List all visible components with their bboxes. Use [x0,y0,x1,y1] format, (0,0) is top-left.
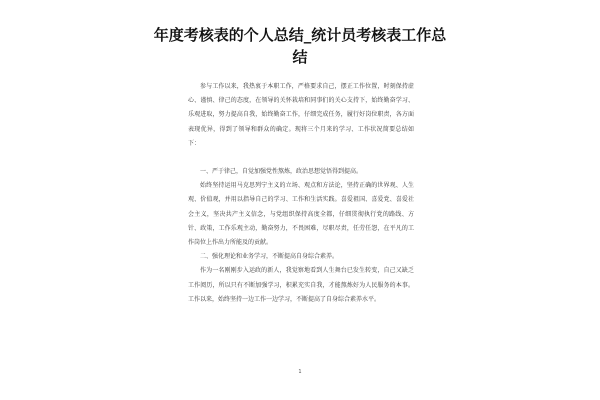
document-title: 年度考核表的个人总结_统计员考核表工作总结 [153,26,447,66]
paragraph-section-2: 作为一名刚刚步入运政的新人，我觉察地看到人生舞台已发生转变，自己又缺乏工作阅历，所以只有不断加强学习，积累充实自我，才能熬炼好为人民服务的本事。工作以来，始终坚持一边工作一边学习，不断提高了自身综合素养水平。 [188,267,414,303]
document-body [188,80,414,307]
section-heading-1: 一、严于律己，自觉加强党性熬炼，政治思想觉悟得到提高。 [200,168,363,176]
page-number: 1 [298,369,302,375]
paragraph-intro: 参与工作以来，我热衷于本职工作，严格要求自己，摆正工作位置，时刻保持虚心、谨慎、律己的态度，在领导的关怀栽培和同事们的关心支持下，始终勤奋学习、乐观进取，努力提高自我，始终勤奋工作，仔细完成任务，履行好岗位职责，各方面表现优异，得到了领导和群众的确定。现将三个月来的学习、工作状况简要总结如下： [188,83,414,147]
paragraph-spacer [188,151,414,165]
section-heading-2: 二、强化理论和业务学习，不断提高自身综合素养。 [200,253,339,261]
paragraph-section-1: 始终坚持运用马克思列宁主义的立场、观点和方法论，坚持正确的世界观、人生观、价值观，并用以指导自己的学习、工作和生活实践。喜爱祖国、喜爱党、喜爱社会主义，坚决共产主义信念，与党组织保持高度全都，仔细贯彻执行党的路线、方针、政策，工作乐观主动，勤奋努力，不畏困难，尽职尽责，任劳任怨，在平凡的工作岗位上作出力所能及的贡献。 [188,182,414,247]
